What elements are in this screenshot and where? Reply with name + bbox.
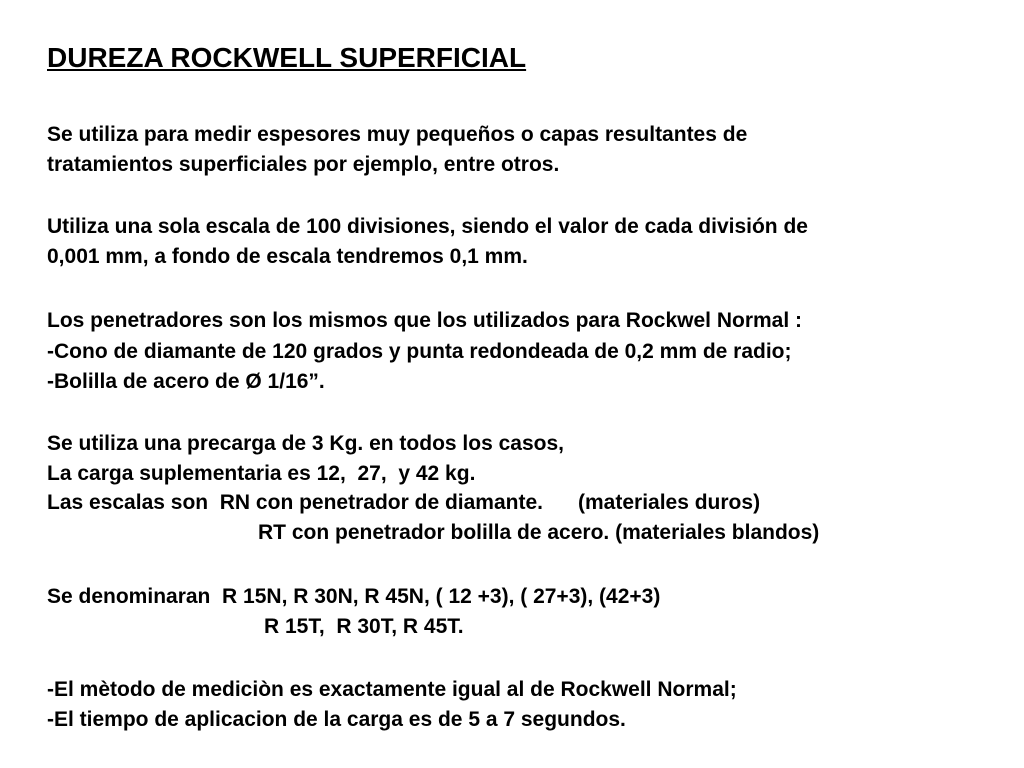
- p4-line-3: Las escalas son RN con penetrador de diamante. (materiales duros): [47, 491, 761, 514]
- p6-line-1: -El mètodo de mediciòn es exactamente igual al de Rockwell Normal;: [47, 678, 737, 701]
- slide-title: DUREZA ROCKWELL SUPERFICIAL: [47, 42, 527, 73]
- p2-line-1: Utiliza una sola escala de 100 divisiones, siendo el valor de cada división de: [47, 215, 808, 238]
- p5-line-2: R 15T, R 30T, R 45T.: [264, 615, 464, 638]
- p1-line-1: Se utiliza para medir espesores muy pequeños o capas resultantes de: [47, 123, 748, 146]
- p2-line-2: 0,001 mm, a fondo de escala tendremos 0,1 mm.: [47, 245, 528, 268]
- p1-line-2: tratamientos superficiales por ejemplo, entre otros.: [47, 153, 560, 176]
- p3-line-1: Los penetradores son los mismos que los utilizados para Rockwel Normal :: [47, 309, 803, 332]
- p5-line-1: Se denominaran R 15N, R 30N, R 45N, ( 12 +3), ( 27+3), (42+3): [47, 585, 661, 608]
- p3-line-3: -Bolilla de acero de Ø 1/16”.: [47, 370, 325, 393]
- p6-line-2: -El tiempo de aplicacion de la carga es de 5 a 7 segundos.: [47, 708, 626, 731]
- p4-line-4: RT con penetrador bolilla de acero. (materiales blandos): [258, 521, 820, 544]
- p4-line-1: Se utiliza una precarga de 3 Kg. en todos los casos,: [47, 432, 564, 455]
- p4-line-2: La carga suplementaria es 12, 27, y 42 kg.: [47, 462, 476, 485]
- p3-line-2: -Cono de diamante de 120 grados y punta redondeada de 0,2 mm de radio;: [47, 340, 792, 363]
